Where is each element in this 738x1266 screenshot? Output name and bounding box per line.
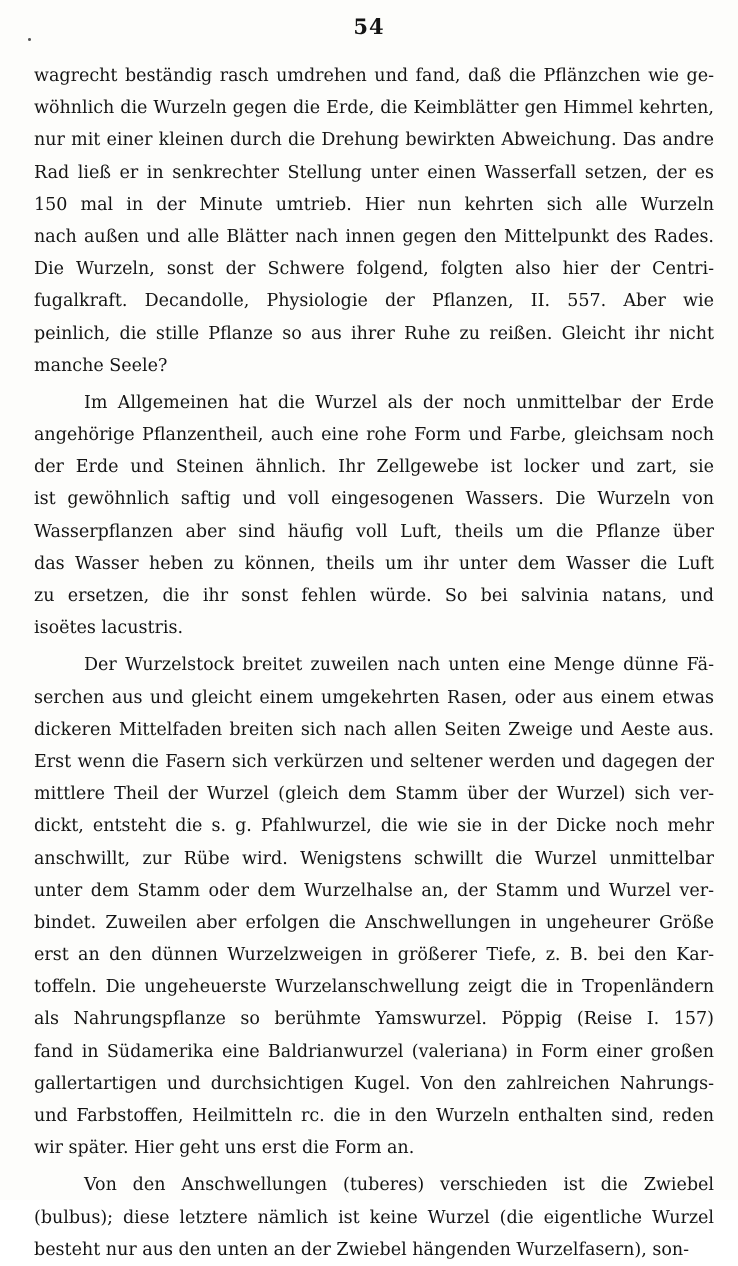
body-text [34,60,714,1266]
text-line: Von den Anschwellungen (tuberes) verschieden ist die Zwiebel [84,1175,714,1196]
text-line: das Wasser heben zu können, theils um ihr unter dem Wasser die Luft [34,553,714,574]
text-line: ist gewöhnlich saftig und voll eingesogenen Wassers. Die Wurzeln von [34,489,714,510]
text-line: wagrecht beständig rasch umdrehen und fand, daß die Pflänzchen wie ge- [34,66,714,86]
text-line: serchen aus und gleicht einem umgekehrten Rasen, oder aus einem etwas [34,687,714,708]
text-line: Die Wurzeln, sonst der Schwere folgend, folgten also hier der Centri- [34,259,714,280]
text-line: fand in Südamerika eine Baldrianwurzel (valeriana) in Form einer großen [34,1041,714,1062]
text-line: wöhnlich die Wurzeln gegen die Erde, die Keimblätter gen Himmel kehrten, [34,98,714,119]
paragraph [34,649,714,1164]
text-line: isoëtes lacustris. [34,618,184,639]
text-line: dickt, entsteht die s. g. Pfahlwurzel, die wie sie in der Dicke noch mehr [34,816,714,837]
text-line: Erst wenn die Fasern sich verkürzen und seltener werden und dagegen der [34,751,714,772]
text-line: Im Allgemeinen hat die Wurzel als der noch unmittelbar der Erde [84,392,714,413]
text-line: zu ersetzen, die ihr sonst fehlen würde. So bei salvinia natans, und [34,586,714,606]
paragraph [34,60,714,382]
text-line: wir später. Hier geht uns erst die Form an. [34,1138,415,1159]
text-line: erst an den dünnen Wurzelzweigen in größerer Tiefe, z. B. bei den Kar- [34,945,714,966]
text-line: toffeln. Die ungeheuerste Wurzelanschwellung zeigt die in Tropenländern [34,977,714,998]
page-number: 54 [353,14,385,39]
text-line: bindet. Zuweilen aber erfolgen die Anschwellungen in ungeheurer Größe [34,912,714,933]
text-line: und Farbstoffen, Heilmitteln rc. die in den Wurzeln enthalten sind, reden [34,1106,714,1126]
text-line: nur mit einer kleinen durch die Drehung bewirkten Abweichung. Das andre [34,130,714,151]
text-line: mittlere Theil der Wurzel (gleich dem Stamm über der Wurzel) sich ver- [34,784,714,805]
text-line: anschwillt, zur Rübe wird. Wenigstens schwillt die Wurzel unmittelbar [34,848,714,869]
text-line: angehörige Pflanzentheil, auch eine rohe Form und Farbe, gleichsam noch [34,425,714,446]
text-line: als Nahrungspflanze so berühmte Yamswurzel. Pöppig (Reise I. 157) [34,1009,714,1030]
text-line: besteht nur aus den unten an der Zwiebel hängenden Wurzelfasern), son- [34,1239,690,1260]
text-line: nach außen und alle Blätter nach innen gegen den Mittelpunkt des Rades. [34,226,714,247]
text-line: Der Wurzelstock breitet zuweilen nach unten eine Menge dünne Fä- [84,655,714,676]
paragraph [34,1169,714,1266]
text-line: dickeren Mittelfaden breiten sich nach allen Seiten Zweige und Aeste aus. [34,719,714,740]
text-line: gallertartigen und durchsichtigen Kugel. Von den zahlreichen Nahrungs- [34,1073,714,1094]
text-line: peinlich, die stille Pflanze so aus ihrer Ruhe zu reißen. Gleicht ihr nicht [34,323,714,344]
text-line: 150 mal in der Minute umtrieb. Hier nun kehrten sich alle Wurzeln [34,194,714,215]
paragraph [34,387,714,645]
text-line: manche Seele? [34,355,168,376]
text-line: Wasserpflanzen aber sind häufig voll Luft, theils um die Pflanze über [34,521,714,542]
text-line: der Erde und Steinen ähnlich. Ihr Zellgewebe ist locker und zart, sie [34,457,714,478]
text-line: Rad ließ er in senkrechter Stellung unter einen Wasserfall setzen, der es [34,162,714,183]
text-line: fugalkraft. Decandolle, Physiologie der Pflanzen, II. 557. Aber wie [34,291,714,312]
text-line: unter dem Stamm oder dem Wurzelhalse an, der Stamm und Wurzel ver- [34,880,714,901]
text-line: (bulbus); diese letztere nämlich ist keine Wurzel (die eigentliche Wurzel [34,1207,714,1228]
